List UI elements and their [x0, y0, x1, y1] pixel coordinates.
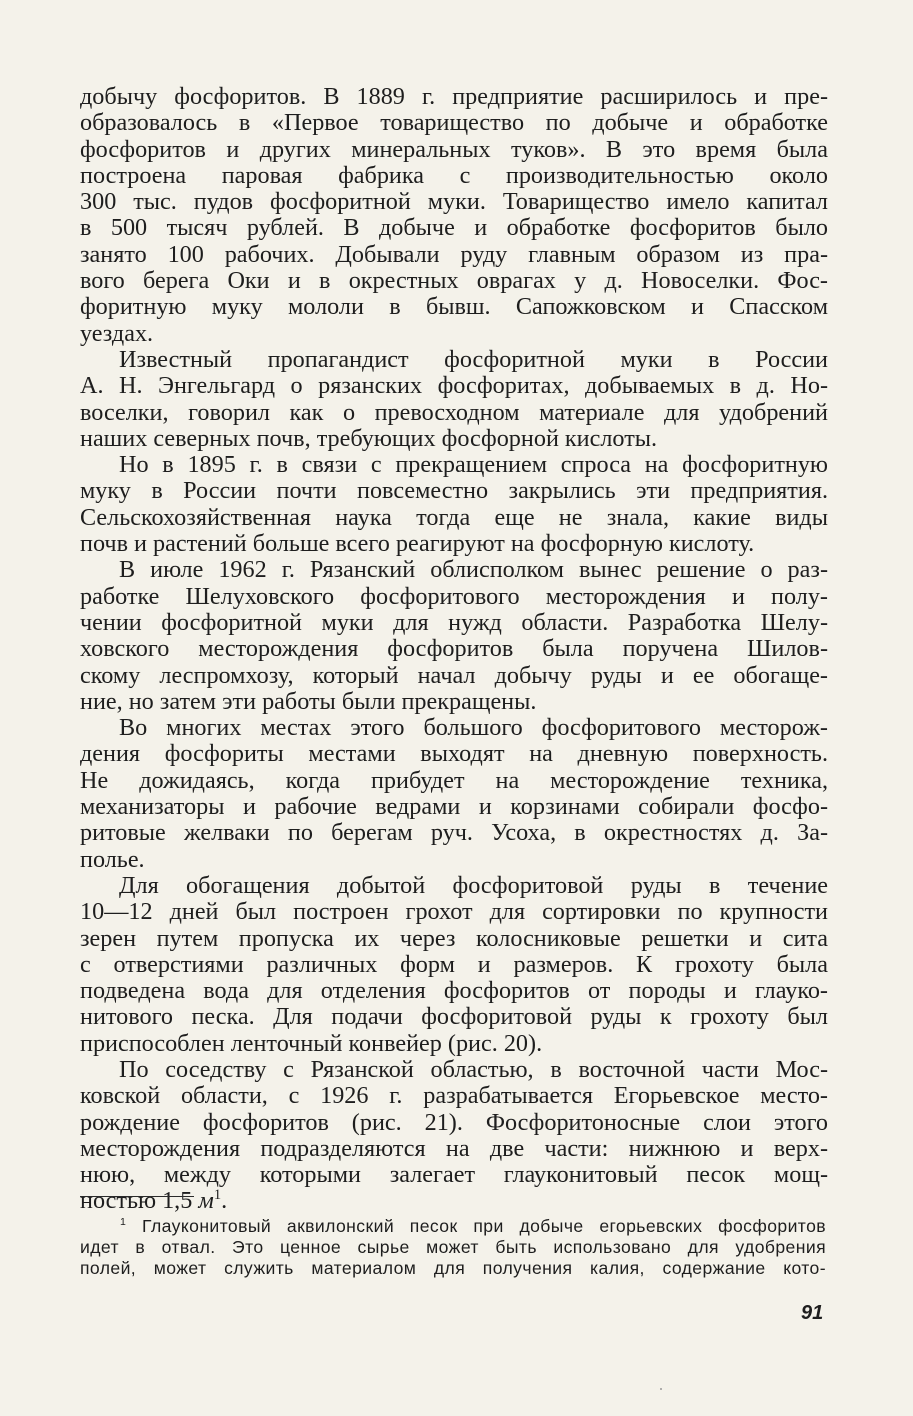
footnote-marker: 1 — [120, 1216, 127, 1229]
text-line: ритовые желваки по берегам руч. Усоха, в окрестностях д. За- — [80, 819, 828, 847]
paragraph — [80, 452, 828, 557]
text-line: полье. — [80, 845, 145, 873]
paragraph — [80, 873, 828, 1057]
text-line: подведена вода для отделения фосфоритов от породы и глауко- — [80, 977, 828, 1005]
text-line: Сельскохозяйственная наука тогда еще не знала, какие виды — [80, 503, 828, 531]
text-line: месторождения подразделяются на две части: нижнюю и верх- — [80, 1134, 828, 1162]
text-line: 10—12 дней был построен грохот для сортировки по крупности — [80, 898, 828, 926]
text-line: муку в России почти повсеместно закрылись эти предприятия. — [80, 477, 828, 505]
text-line: ние, но затем эти работы были прекращены. — [80, 687, 537, 715]
text-line: занято 100 рабочих. Добывали руду главным образом из пра- — [80, 240, 828, 268]
unit: м — [198, 1187, 214, 1215]
text-line: с отверстиями различных форм и размеров. К грохоту была — [80, 950, 828, 978]
text-line: работке Шелуховского фосфоритового месторождения и полу- — [80, 582, 828, 610]
text-line: А. Н. Энгельгард о рязанских фосфоритах, добываемых в д. Но- — [80, 372, 828, 400]
text-line: В июле 1962 г. Рязанский облисполком вынес решение о раз- — [119, 556, 828, 584]
text-line: чении фосфоритной муки для нужд области. Разработка Шелу- — [80, 608, 828, 636]
text-line: ностью 1,5 $м^1$. — [80, 1187, 228, 1215]
text-line: скому леспромхозу, который начал добычу руды и ее обогаще- — [80, 661, 828, 689]
text-line: уездах. — [80, 319, 154, 347]
text-line: вого берега Оки и в окрестных оврагах у д. Новоселки. Фос- — [80, 267, 828, 295]
text-line: воселки, говорил как о превосходном материале для удобрений — [80, 398, 828, 426]
text-line: фосфоритов и других минеральных туков». В это время была — [80, 135, 828, 163]
footnote-line-1: $^1$ Глауконитовый аквилонский песок при добыче егорьевских фосфоритов — [120, 1216, 826, 1236]
text-line: По соседству с Рязанской областью, в восточной части Мос- — [119, 1055, 828, 1083]
footnote — [80, 1216, 826, 1279]
text-line: дения фосфориты местами выходят на дневную поверхность. — [80, 740, 828, 768]
text-line: ковской области, с 1926 г. разрабатывается Егорьевское место- — [80, 1082, 828, 1110]
text-line: построена паровая фабрика с производительностью около — [80, 161, 828, 189]
text-line: наших северных почв, требующих фосфорной кислоты. — [80, 424, 658, 452]
text-line: почв и растений больше всего реагируют на фосфорную кислоту. — [80, 530, 755, 558]
footnote-line-2: идет в отвал. Это ценное сырье может быть использовано для удобрения — [80, 1237, 826, 1257]
text-line: Но в 1895 г. в связи с прекращением спроса на фосфоритную — [119, 451, 828, 479]
text-line: образовалось в «Первое товарищество по добыче и обработке — [80, 109, 828, 137]
text-line: в 500 тысяч рублей. В добыче и обработке фосфоритов было — [80, 214, 828, 242]
text-line: нитового песка. Для подачи фосфоритовой руды к грохоту был — [80, 1003, 828, 1031]
text-line: рождение фосфоритов (рис. 21). Фосфоритоносные слои этого — [80, 1108, 828, 1136]
text-line: добычу фосфоритов. В 1889 г. предприятие расширилось и пре- — [80, 83, 828, 110]
text-line: приспособлен ленточный конвейер (рис. 20). — [80, 1029, 543, 1057]
text-line: Для обогащения добытой фосфоритовой руды в течение — [119, 871, 828, 899]
text-line: форитную муку мололи в бывш. Сапожковском и Спасском — [80, 293, 828, 321]
page-number: 91 — [801, 1302, 824, 1324]
footnote-divider — [80, 1196, 194, 1197]
paragraph — [80, 84, 828, 347]
paragraph — [80, 557, 828, 715]
paragraph — [80, 1057, 828, 1215]
text-line: зерен путем пропуска их через колосниковые решетки и сита — [80, 924, 828, 952]
text-line: механизаторы и рабочие ведрами и корзинами собирали фосфо- — [80, 793, 828, 821]
text-line: Не дожидаясь, когда прибудет на месторождение техника, — [80, 766, 828, 794]
text-line: ховского месторождения фосфоритов была поручена Шилов- — [80, 635, 828, 663]
paragraph — [80, 347, 828, 452]
text-line: 300 тыс. пудов фосфоритной муки. Товарищество имело капитал — [80, 188, 828, 216]
main-text — [80, 84, 828, 1215]
text-line: нюю, между которыми залегает глауконитовый песок мощ- — [80, 1161, 828, 1189]
text-line: Во многих местах этого большого фосфоритового месторож- — [119, 714, 828, 742]
print-speck — [660, 1388, 662, 1390]
paragraph — [80, 715, 828, 873]
text-line: Известный пропагандист фосфоритной муки в России — [119, 345, 828, 373]
footnote-reference: 1 — [213, 1187, 222, 1204]
footnote-line-3: полей, может служить материалом для получения калия, содержание кото- — [80, 1258, 826, 1278]
